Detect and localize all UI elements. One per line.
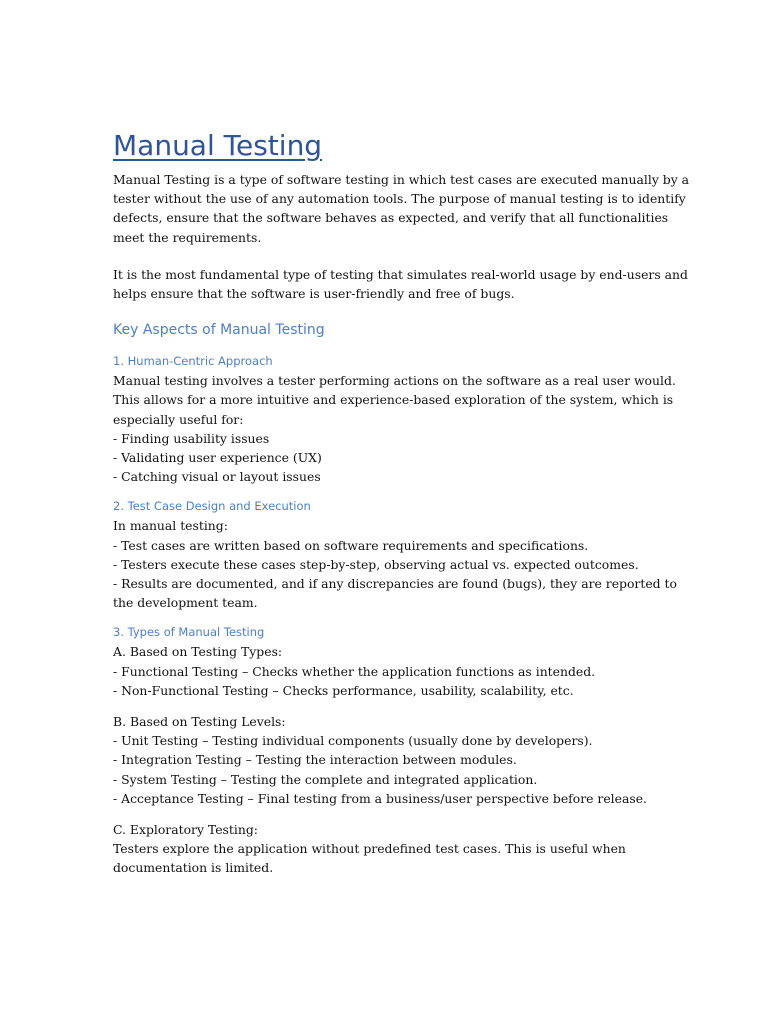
text-line: It is the most fundamental type of testing that simulates real-world usage by end-users and bbox=[113, 266, 688, 282]
list-item: - Finding usability issues bbox=[113, 430, 270, 446]
intro-paragraph-2 bbox=[113, 265, 688, 303]
list-item: - Acceptance Testing – Final testing from a business/user perspective before release. bbox=[113, 790, 647, 806]
document-content bbox=[113, 126, 690, 890]
section-heading: 1. Human-Centric Approach bbox=[113, 354, 273, 369]
section-heading: 2. Test Case Design and Execution bbox=[113, 499, 311, 514]
text-line: In manual testing: bbox=[113, 518, 228, 534]
text-line: tester without the use of any automation tools. The purpose of manual testing is to identify bbox=[113, 191, 686, 207]
section-test-case-design bbox=[113, 497, 677, 612]
section-types-of-manual-testing bbox=[113, 623, 673, 877]
list-item: - Unit Testing – Testing individual components (usually done by developers). bbox=[113, 733, 593, 749]
paragraph-spacer bbox=[113, 247, 673, 265]
document-title: Manual Testing bbox=[113, 129, 323, 162]
text-line: defects, ensure that the software behaves as expected, and verify that all functionalities bbox=[113, 210, 669, 226]
list-item: - Integration Testing – Testing the interaction between modules. bbox=[113, 752, 517, 768]
list-item: - Non-Functional Testing – Checks performance, usability, scalability, etc. bbox=[113, 682, 574, 698]
list-item: - Validating user experience (UX) bbox=[113, 450, 322, 466]
intro-paragraph-1 bbox=[113, 170, 690, 247]
subgroup-heading: C. Exploratory Testing: bbox=[113, 822, 258, 838]
text-line: the development team. bbox=[113, 595, 258, 611]
text-line: This allows for a more intuitive and experience-based exploration of the system, which is bbox=[113, 392, 674, 408]
list-item: - Functional Testing – Checks whether the application functions as intended. bbox=[113, 663, 596, 679]
subgroup-testing-levels bbox=[113, 712, 673, 808]
list-item: - Results are documented, and if any discrepancies are found (bugs), they are reported to bbox=[113, 576, 677, 592]
text-line: Testers explore the application without predefined test cases. This is useful when bbox=[113, 841, 626, 857]
subgroup-testing-types bbox=[113, 642, 673, 700]
section-heading: 3. Types of Manual Testing bbox=[113, 625, 265, 640]
text-line: especially useful for: bbox=[113, 411, 244, 427]
section-human-centric bbox=[113, 352, 676, 486]
key-aspects-heading: Key Aspects of Manual Testing bbox=[113, 322, 325, 339]
list-item: - System Testing – Testing the complete and integrated application. bbox=[113, 771, 538, 787]
text-line: meet the requirements. bbox=[113, 229, 262, 245]
subgroup-exploratory-testing bbox=[113, 820, 673, 878]
subgroup-heading: A. Based on Testing Types: bbox=[113, 644, 283, 660]
text-line: Manual testing involves a tester performing actions on the software as a real user would. bbox=[113, 373, 676, 389]
text-line: documentation is limited. bbox=[113, 860, 274, 876]
list-item: - Catching visual or layout issues bbox=[113, 469, 321, 485]
list-item: - Test cases are written based on software requirements and specifications. bbox=[113, 537, 589, 553]
subgroup-heading: B. Based on Testing Levels: bbox=[113, 714, 286, 730]
text-line: helps ensure that the software is user-friendly and free of bugs. bbox=[113, 286, 515, 302]
list-item: - Testers execute these cases step-by-step, observing actual vs. expected outcomes. bbox=[113, 556, 639, 572]
text-line: Manual Testing is a type of software testing in which test cases are executed manually by a bbox=[113, 172, 690, 187]
